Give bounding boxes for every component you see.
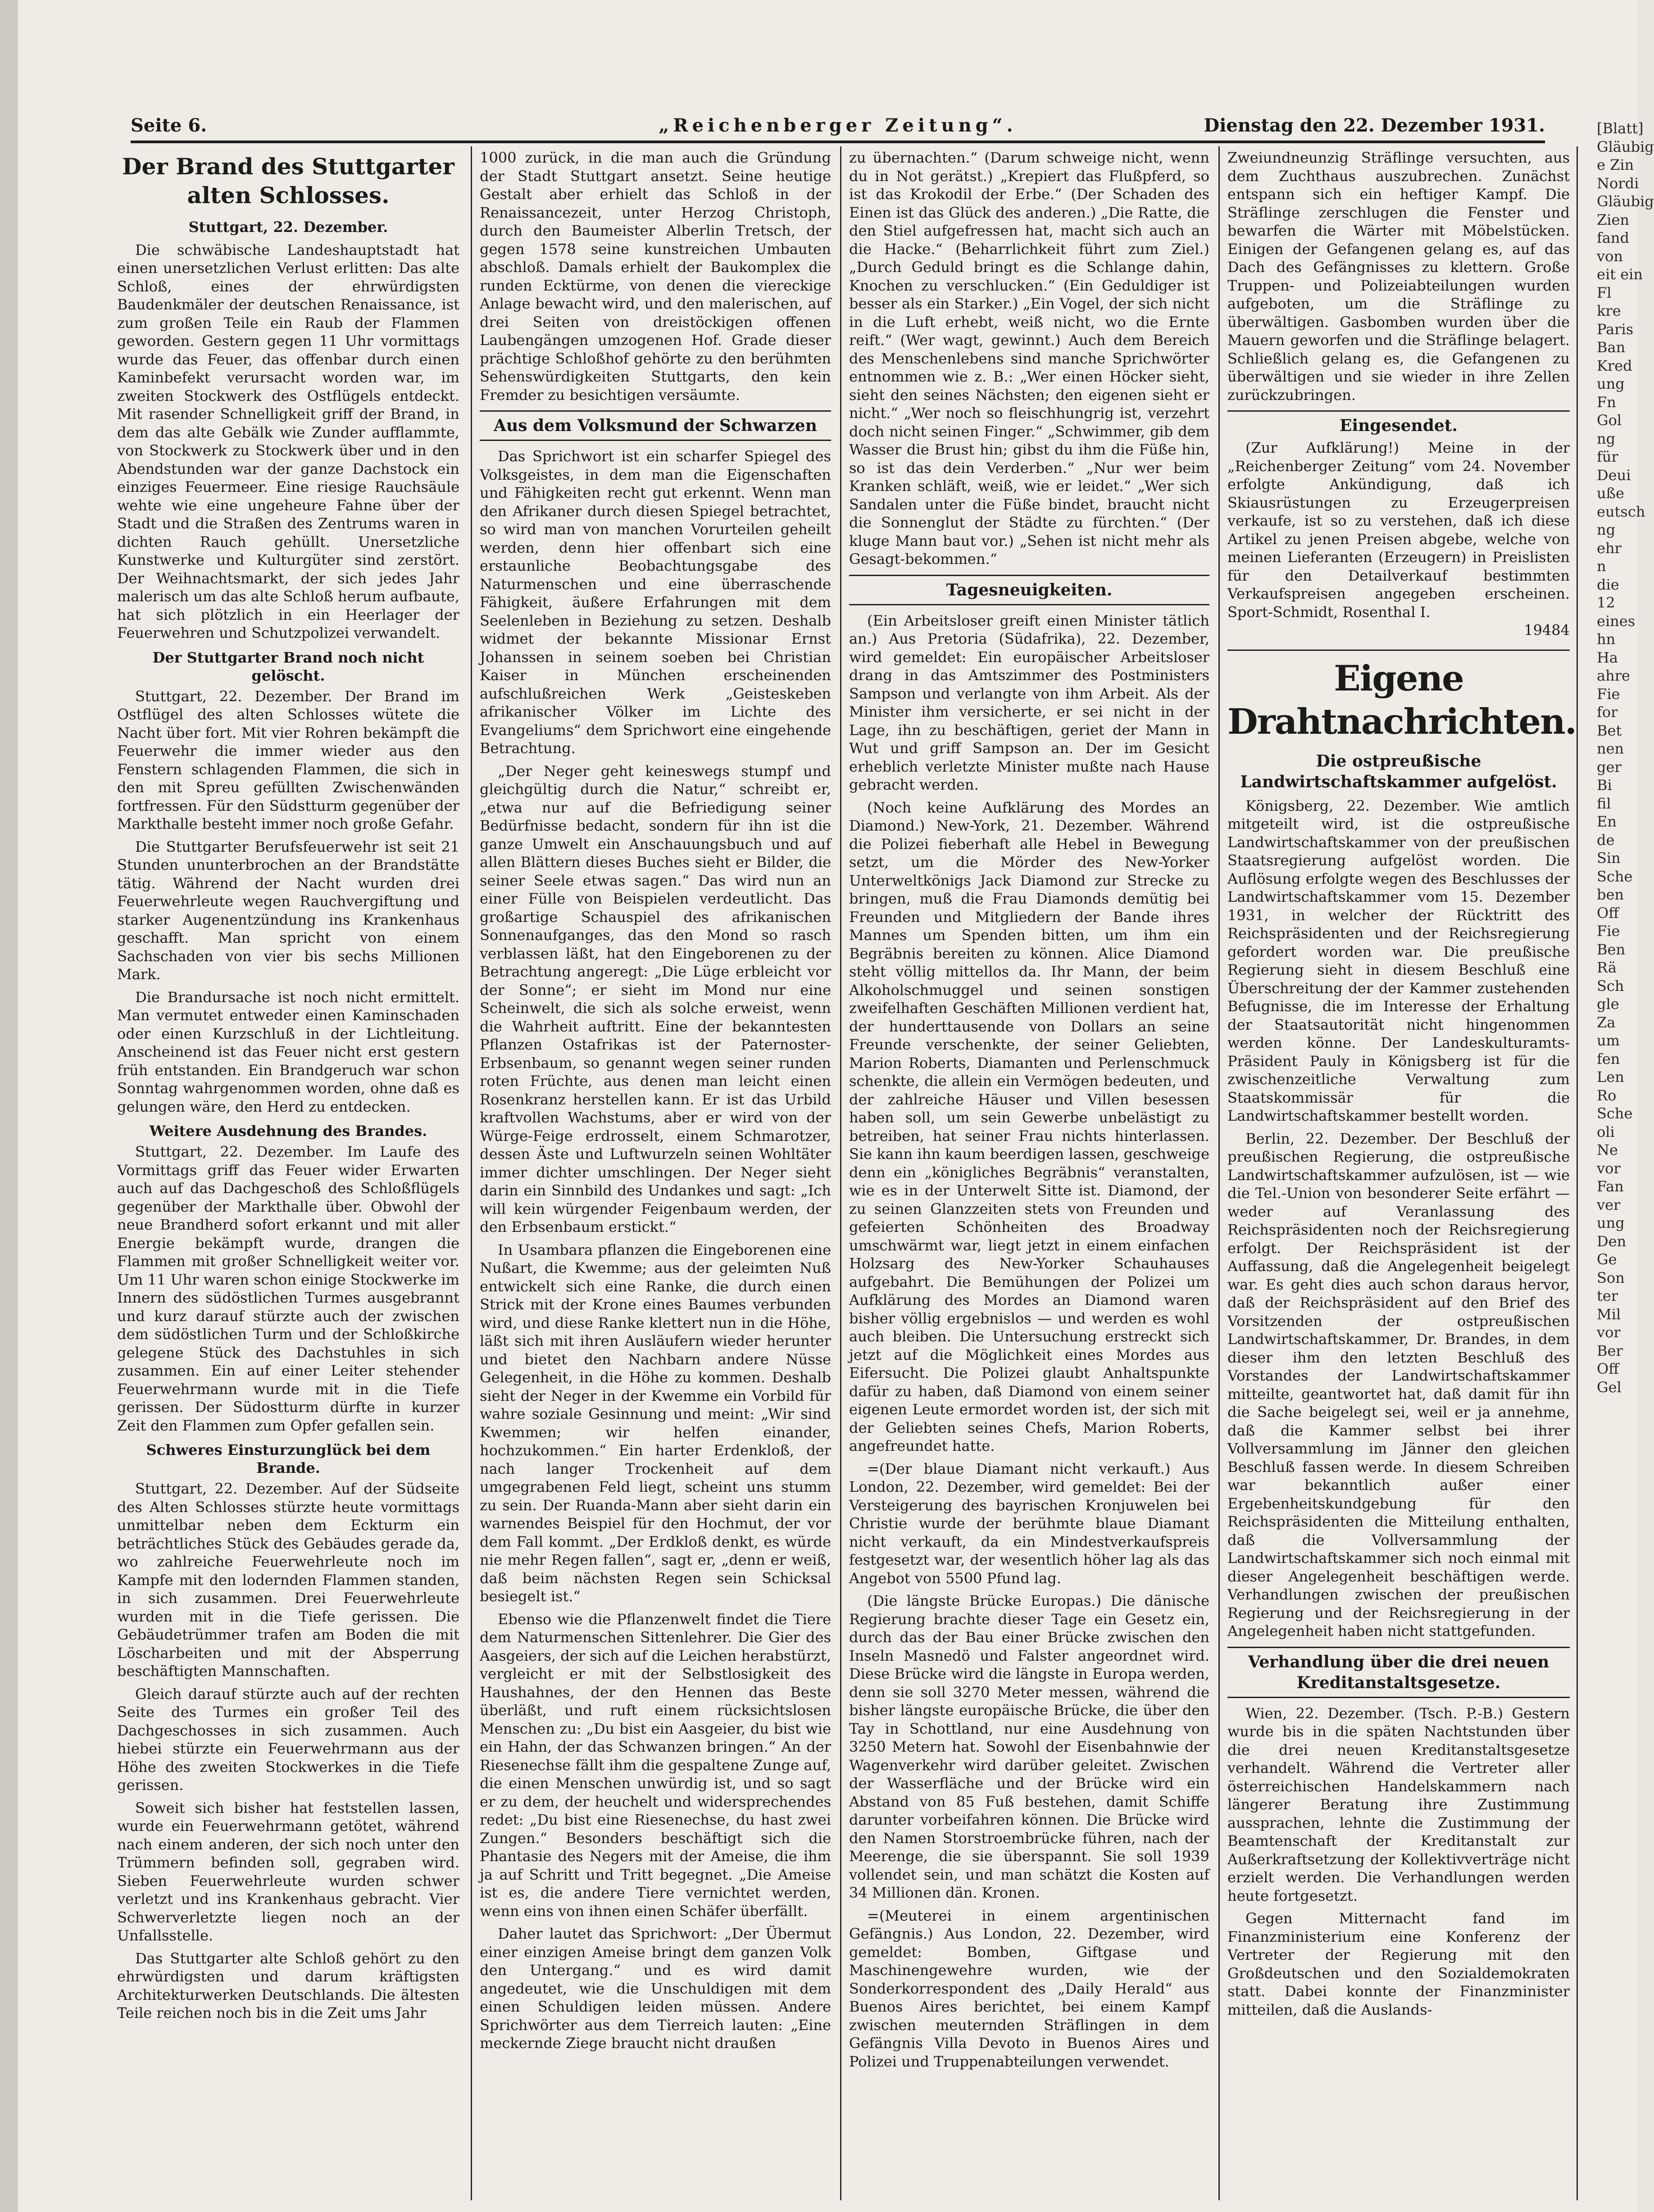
fragment-line: vor: [1597, 1159, 1621, 1177]
fragment-line: ben: [1597, 886, 1624, 903]
fragment-line: nen: [1597, 740, 1624, 757]
paragraph: Gleich darauf stürzte auch auf der rechten Seite des Turmes ein großer Teil des Dachgeschosses in sich zusammen. Auch hiebei stürzte ein Feuerwehrmann aus der Höhe des zweiten Stockwerkes in die Tiefe gerissen.: [117, 1685, 459, 1794]
paragraph: Die Brandursache ist noch nicht ermittelt. Man vermutet entweder einen Kaminschaden oder einen Kurzschluß in der Lichtleitung. Anscheinend ist das Feuer nicht erst gestern früh entstanden. Ein Brandgeruch war schon Sonntag wahrgenommen worden, ohne daß es gelungen wäre, den Herd zu entdecken.: [117, 988, 459, 1115]
paragraph: Soweit sich bisher hat feststellen lassen, wurde ein Feuerwehrmann getötet, während nach einem anderen, der sich noch unter den Trümmern befinden soll, gegraben wird. Sieben Feuerwehrleute wurden schwer verletzt und ins Krankenhaus gebracht. Vier Schwerverletzte liegen noch an der Unfallsstelle.: [117, 1799, 459, 1944]
fragment-line: ehr: [1597, 539, 1622, 557]
subheading: Weitere Ausdehnung des Brandes.: [149, 1122, 427, 1140]
column-divider: [1218, 146, 1220, 2200]
fragment-line: Paris: [1597, 320, 1634, 338]
fragment-line: Sch: [1597, 977, 1624, 995]
fragment-line: kre: [1597, 302, 1621, 319]
page-header: [131, 115, 1545, 142]
fragment-line: ung: [1597, 1214, 1625, 1231]
fragment-line: Rä: [1597, 959, 1617, 976]
paragraph: Daher lautet das Sprichwort: „Der Übermut einer einzigen Ameise bringt dem ganzen Volk den Untergang.“ und es wird damit angedeutet, wie die Unschuldigen mit dem einen Schuldigen leiden müssen. Andere Sprichwörter aus dem Tierreich lauten: „Eine meckernde Ziege braucht nicht draußen: [480, 1925, 831, 2052]
fragment-line: Off: [1597, 1360, 1619, 1377]
section-title: Eigene Drahtnachrichten.: [1227, 658, 1576, 742]
paragraph: Stuttgart, 22. Dezember. Auf der Südseite des Alten Schlosses stürzte heute vormittags unmittelbar neben dem Eckturm ein beträchtliches Stück des Gebäudes gerade da, wo zahlreiche Feuerwehrleute noch im Kampfe mit den lodernden Flammen standen, in sich zusammen. Drei Feuerwehrleute wurden mit in die Tiefe gerissen. Die Gebäudetrümmer trafen am Boden die mit Löscharbeiten und mit der Absperrung beschäftigten Mannschaften.: [117, 1480, 459, 1680]
paragraph: Stuttgart, 22. Dezember. Im Laufe des Vormittags griff das Feuer wider Erwarten auch auf das Dachgeschoß des Schloßflügels gegenüber der Markthalle über. Obwohl der neue Brandherd sofort erkannt und mit aller Energie bekämpft wurde, drangen die Flammen mit großer Schnelligkeit weiter vor. Um 11 Uhr waren schon einige Stockwerke im Innern des südöstlichen Turmes ausgebrannt und kurz darauf stürzte auch der zwischen dem südöstlichen Turm und der Schloßkirche gelegene Stück des Dachstuhles in sich zusammen. Ein auf einer Leiter stehender Feuerwehrmann wurde mit in die Tiefe gerissen. Der Südostturm dürfte in kurzer Zeit den Flammen zum Opfer gefallen sein.: [117, 1143, 459, 1434]
fragment-line: Fan: [1597, 1178, 1624, 1195]
fragment-line: Gläubig: [1597, 193, 1654, 210]
issue-date: Dienstag den 22. Dezember 1931.: [1204, 115, 1545, 136]
paragraph: Königsberg, 22. Dezember. Wie amtlich mitgeteilt wird, ist die ostpreußische Landwirtschaftskammer von der preußischen Staatsregierung aufgelöst worden. Die Auflösung erfolgte wegen des Beschlusses der Landwirtschaftskammer vom 15. Dezember 1931, in welcher der Rücktritt des Reichspräsidenten und der Reichsregierung gefordert worden war. Die preußische Regierung sieht in diesem Beschluß eine Überschreitung der der Kammer zustehenden Befugnisse, die im Interesse der Erhaltung der Staatsautorität nicht hingenommen werden könne. Der Landeskulturamts-Präsident Pauly in Königsberg ist für die zwischenzeitliche Verwaltung zum Staatskommissär für die Landwirtschaftskammer bestellt worden.: [1227, 797, 1570, 1124]
fragment-line: Bet: [1597, 722, 1622, 739]
fragment-line: gle: [1597, 995, 1619, 1013]
fragment-line: Ne: [1597, 1141, 1618, 1158]
news-item: =(Der blaue Diamant nicht verkauft.) Aus London, 22. Dezember, wird gemeldet: Bei der Versteigerung des bayrischen Kronjuwelen bei Christie wurde der berühmte blaue Diamant nicht verkauft, da ein Mindestverkaufspreis festgesetzt war, der wesentlich höher lag als das Angebot von 5500 Pfund lag.: [849, 1460, 1209, 1587]
article-title: Verhandlung über die drei neuen Kreditanstaltsgesetze.: [1248, 1652, 1549, 1692]
paragraph: zu übernachten.“ (Darum schweige nicht, wenn du in Not gerätst.) „Krepiert das Flußpferd, so ist das Krokodil der Erbe.“ (Der Schaden des Einen ist das Glück des anderen.) „Die Ratte, die den Stiel aufgefressen hat, macht sich auch an die Hacke.“ (Beharrlichkeit führt zum Ziel.) „Durch Geduld bringt es die Schlange dahin, Knochen zu verschlucken.“ (Ein Geduldiger ist besser als ein Starker.) „Ein Vogel, der sich nicht in die Luft erhebt, weiß nicht, wo die Ernte reift.“ (Wer wagt, gewinnt.) Auch dem Bereich des Menschenlebens sind manche Sprichwörter entnommen wie z. B.: „Wer einen Höcker sieht, sieht den seines Nächsten; den eigenen sieht er nicht.“ „Wer noch so fleischhungrig ist, verzehrt doch nicht seinen Finger.“ „Schwimmer, gib dem Wasser die Brust hin; gibst du ihm die Füße hin, so ist das dein Verderben.“ „Nur wer beim Kranken schläft, weiß, wie er leidet.“ „Wer sich Sandalen unter die Füße bindet, braucht nicht die Sonnenglut der Städte zu fürchten.“ (Der kluge Mann baut vor.) „Sehen ist nicht mehr als Gesagt-bekommen.“: [849, 149, 1209, 568]
fragment-line: um: [1597, 1032, 1620, 1049]
fragment-line: ver: [1597, 1196, 1621, 1213]
notice-number: 19484: [1524, 622, 1570, 639]
fragment-line: Gläubig: [1597, 138, 1654, 155]
column-2: [480, 149, 831, 2185]
notice-box: [1227, 410, 1570, 651]
subheading: Der Stuttgarter Brand noch nicht gelöscht.: [152, 649, 424, 684]
paragraph: Stuttgart, 22. Dezember. Der Brand im Ostflügel des alten Schlosses wütete die Nacht über fort. Mit vier Rohren bekämpft die Feuerwehr die immer wieder aus den Fenstern schlagenden Flammen, die sich in den mit Spreu gefüllten Zwischenwänden fortfressen. Für den Südstturm gegenüber der Markthalle besteht immer noch große Gefahr.: [117, 687, 459, 832]
fragment-line: Den: [1597, 1232, 1627, 1250]
fragment-line: En: [1597, 813, 1617, 830]
fragment-line: de: [1597, 831, 1615, 849]
paragraph: Das Stuttgarter alte Schloß gehört zu den ehrwürdigsten und darum kräftigsten Architekturwerken Deutschlands. Die ältesten Teile reichen noch bis in die Zeit ums Jahr: [117, 1949, 459, 2021]
fragment-line: Gel: [1597, 1378, 1622, 1396]
column-4: [1227, 149, 1576, 2185]
notice-title: Eingesendet.: [1340, 416, 1458, 435]
fragment-line: Len: [1597, 1068, 1624, 1086]
section-title: Tagesneuigkeiten.: [946, 580, 1113, 600]
section-separator: [849, 575, 1209, 605]
fragment-line: Sche: [1597, 868, 1633, 885]
fragment-line: Gol: [1597, 412, 1622, 429]
fragment-line: Nordi: [1597, 174, 1639, 192]
paragraph: Die schwäbische Landeshauptstadt hat einen unersetzlichen Verlust erlitten: Das alte Schloß, eines der ehrwürdigsten Baudenkmäler der deutschen Renaissance, ist zum großen Teile ein Raub der Flammen geworden. Gestern gegen 11 Uhr vormittags wurde das Feuer, das offenbar durch einen Kaminbefekt verursacht worden war, im zweiten Stockwerk des Ostflügels entdeckt. Mit rasender Schnelligkeit griff der Brand, in dem das alte Gebälk wie Zunder aufflammte, von Stockwerk zu Stockwerk über und in den Abendstunden war der ganze Dachstock ein einziges Feuermeer. Eine riesige Rauchsäule wehte wie eine ungeheure Fahne über der Stadt und die Straßen des Zentrums waren in dichten Rauch gehüllt. Unersetzliche Kunstwerke und Kulturgüter sind zerstört. Der Weihnachtsmarkt, der sich jedes Jahr malerisch um das alte Schloß herum aufbaute, hat sich plötzlich in ein Heerlager der Feuerwehren und Schutzpolizei verwandelt.: [117, 241, 459, 641]
fragment-line: Ben: [1597, 940, 1626, 958]
fragment-line: vor: [1597, 1324, 1621, 1341]
column-1: [117, 149, 459, 2185]
fragment-line: fand: [1597, 229, 1630, 246]
column-3: [849, 149, 1209, 2185]
page-number: Seite 6.: [131, 115, 207, 136]
fragment-line: Bi: [1597, 777, 1612, 794]
column-divider: [1577, 146, 1578, 2200]
fragment-line: ng: [1597, 521, 1616, 538]
paragraph: Gegen Mitternacht fand im Finanzministerium eine Konferenz der Vertreter der Regierung mit den Großdeutschen und den Sozialdemokraten statt. Dabei konnte der Finanzminister mitteilen, daß die Auslands-: [1227, 1910, 1570, 2018]
fragment-line: oli: [1597, 1123, 1615, 1140]
cut-off-next-page-column: [1597, 119, 1654, 1396]
news-item: (Noch keine Aufklärung des Mordes an Diamond.) New-York, 21. Dezember. Während die Polizei fieberhaft alle Hebel in Bewegung setzt, um die Mörder des New-Yorker Unterweltkönigs Jack Diamond zur Strecke zu bringen, muß die Frau Diamonds demütig bei Freunden und Mitgliedern der Bande ihres Mannes um Spenden bitten, um ihm ein Begräbnis bereiten zu können. Alice Diamond steht völlig mittellos da. Ihr Mann, der beim Alkoholschmuggel und seinen sonstigen zweifelhaften Geschäften Millionen verdient hat, der hunderttausende von Dollars an seine Freunde verschenkte, der seiner Geliebten, Marion Roberts, Diamanten und Perlenschmuck schenkte, die allein ein Vermögen bedeuten, und der zahlreiche Häuser und Villen besessen haben soll, um sein Gewerbe unbelästigt zu betreiben, hat seiner Frau nichts hinterlassen. Sie kann ihn kaum beerdigen lassen, geschweige denn ein „königliches Begräbnis“ veranstalten, wie es in der Unterwelt Sitte ist. Diamond, der zu seinen Glanzzeiten stets von Freunden und gefeierten Schönheiten des Broadway umschwärmt war, liegt jetzt in einem einfachen Holzsarg des New-Yorker Schauhauses aufgebahrt. Die Bemühungen der Polizei um Aufklärung des Mordes an Diamond waren bisher völlig ergebnislos — und werden es wohl auch bleiben. Die Untersuchung erstreckt sich jetzt auf die Möglichkeit eines Mordes aus Eifersucht. Die Polizei glaubt Anhaltspunkte dafür zu haben, daß Diamond von einem seiner eigenen Leute ermordet worden ist, der sich mit der Geliebten seines Chefs, Marion Roberts, angefreundet hatte.: [849, 799, 1209, 1454]
paragraph: Ebenso wie die Pflanzenwelt findet die Tiere dem Naturmenschen Sittenlehrer. Die Gier des Aasgeiers, der sich auf die Leichen herabstürzt, vergleicht er mit der Selbstlosigkeit des Haushahnes, der den Hennen das Beste überläßt, und ruft einem rücksichtslosen Menschen zu: „Du bist ein Aasgeier, du bist wie ein Hahn, der das Schwanzen bringen.“ An der Riesenechse fällt ihm die gespaltene Zunge auf, die einen Menschen unwürdig ist, und so sagt er zu dem, der heuchelt und widersprechendes redet: „Du bist eine Riesenechse, du hast zwei Zungen.“ Besonders beschäftigt sich die Phantasie des Negers mit der Ameise, die ihm ja auf Schritt und Tritt begegnet. „Die Ameise ist es, die andere Tiere vernichtet werden, wenn eins von ihnen einen Schäfer überfällt.: [480, 1610, 831, 1920]
paragraph: Das Sprichwort ist ein scharfer Spiegel des Volksgeistes, in dem man die Eigenschaften und Fähigkeiten recht gut erkennt. Wenn man den Afrikaner durch diesen Spiegel betrachtet, so wird man von manchen Vorurteilen geheilt werden, denn hier offenbart sich eine erstaunliche Beobachtungsgabe des Naturmenschen und eine überraschende Fähigkeit, äußere Erfahrungen mit dem Seelenleben in Beziehung zu setzen. Deshalb widmet der bekannte Missionar Ernst Johanssen in seinem soeben bei Christian Kaiser in München erscheinenden aufschlußreichen Werk „Geisteskeben afrikanischer Völker im Lichte des Evangeliums“ dem Sprichwort eine eingehende Betrachtung.: [480, 448, 831, 757]
fragment-line: Fn: [1597, 393, 1616, 411]
paragraph: 1000 zurück, in die man auch die Gründung der Stadt Stuttgart ansetzt. Seine heutige Gestalt aber erhielt das Schloß in der Renaissancezeit, unter Herzog Christoph, durch den Baumeister Alberlin Tretsch, der gegen 1578 seine kunstreichen Umbauten abschloß. Damals erhielt der Baukomplex die runden Ecktürme, von denen die viereckige Anlage bewacht wird, und den malerischen, auf drei Seiten von dreistöckigen offenen Laubengängen umzogenen Hof. Grade dieser prächtige Schloßhof gehörte zu den berühmten Sehenswürdigkeiten Stuttgarts, den kein Fremder zu besichtigen versäumte.: [480, 149, 831, 404]
fragment-line: Zien: [1597, 211, 1630, 228]
fragment-line: ter: [1597, 1287, 1618, 1304]
column-divider: [840, 146, 841, 2200]
fragment-line: Ha: [1597, 649, 1618, 666]
fragment-line: Ge: [1597, 1251, 1617, 1268]
fragment-line: for: [1597, 704, 1618, 721]
fragment-line: hn: [1597, 631, 1616, 648]
fragment-line: die: [1597, 576, 1619, 593]
paragraph: Die Stuttgarter Berufsfeuerwehr ist seit 21 Stunden ununterbrochen an der Brandstätte tätig. Während der Nacht wurden drei Feuerwehrleute wegen Rauchvergiftung und starker Augenentzündung ins Krankenhaus geschafft. Man spricht von einem Sachschaden von vier bis sechs Millionen Mark.: [117, 838, 459, 983]
fragment-line: Ber: [1597, 1342, 1623, 1359]
fragment-line: ng: [1597, 430, 1616, 447]
article-title: Der Brand des Stuttgarter alten Schlosses.: [122, 153, 454, 209]
fragment-line: von: [1597, 247, 1623, 265]
fragment-line: Son: [1597, 1269, 1625, 1286]
fragment-line: Deui: [1597, 466, 1631, 484]
fragment-line: eines: [1597, 612, 1636, 630]
fragment-line: ger: [1597, 758, 1622, 776]
fragment-line: eit ein: [1597, 266, 1643, 283]
fragment-line: Sin: [1597, 849, 1621, 867]
paragraph: „Der Neger geht keineswegs stumpf und gleichgültig durch die Natur,“ schreibt er, „etwa nur auf die Befriedigung seiner Bedürfnisse bedacht, sondern für ihn ist die ganze Umwelt ein Anschauungsbuch und auf allen Blättern dieses Buches sieht er Bilder, die seiner Seele etwas sagen.“ Das wird nun an einer Fülle von Beispielen verdeutlicht. Das großartige Schauspiel des afrikanischen Sonnenaufganges, das den Mond so rasch verblassen läßt, hat den Eingeborenen zu der Betrachtung angeregt: „Die Lüge erbleicht vor der Sonne“; er sieht im Mond nur eine Scheinwelt, die sich als solche erweist, wenn die Wahrheit auftritt. Eine der bekanntesten Pflanzen Ostafrikas ist der Paternoster-Erbsenbaum, so genannt wegen seiner runden roten Früchte, aus denen man leicht einen Rosenkranz herstellen kann. Er ist das Urbild kraftvollen Wachstums, aber er wird von der Würge-Feige erdrosselt, einem Schmarotzer, dessen Äste und Luftwurzeln seinen Wohltäter immer dichter umschlingen. Der Neger sieht darin ein Sinnbild des Undankes und sagt: „Ich will kein würgender Feigenbaum werden, der den Erbsenbaum erstickt.“: [480, 762, 831, 1235]
news-item: (Die längste Brücke Europas.) Die dänische Regierung brachte dieser Tage ein Gesetz ein, durch das der Bau einer Brücke zwischen den Inseln Masnedö und Falster angeordnet wird. Diese Brücke wird die längste in Europa werden, denn sie soll 3270 Meter messen, während die bisher längste europäische Brücke, die über den Tay in Schottland, nur eine Ausdehnung von 3250 Metern hat. Sowohl der Eisenbahnwie der Wagenverkehr wird darüber geleitet. Zwischen der Wasserfläche und der Brücke wird ein Abstand von 85 Fuß bestehen, damit Schiffe darunter vorbeifahren können. Die Brücke wird den Namen Storstroembrücke führen, nach der Meerenge, die sie überspannt. Sie soll 1939 vollendet sein, und man schätzt die Kosten auf 34 Millionen dän. Kronen.: [849, 1592, 1209, 1901]
article-separator: [480, 410, 831, 441]
fragment-line: für: [1597, 448, 1618, 465]
paragraph: Zweiundneunzig Sträflinge versuchten, aus dem Zuchthaus auszubrechen. Zunächst entspann sich ein heftiger Kampf. Die Sträflinge zerschlugen die Fenster und bewarfen die Wärter mit Möbelstücken. Einigen der Gefangenen gelang es, auf das Dach des Gefängnisses zu klettern. Große Truppen- und Polizeiabteilungen wurden aufgeboten, um die Sträflinge zu überwältigen. Gasbomben wurden über die Mauern geworfen und die Sträflinge belagert. Schließlich gelang es, die Gefangenen zu überwältigen und sie wieder in ihre Zellen zurückzubringen.: [1227, 149, 1570, 404]
fragment-line: [Blatt]: [1597, 120, 1644, 137]
article-separator: [1227, 1647, 1570, 1698]
dateline: Stuttgart, 22. Dezember.: [188, 218, 388, 236]
paragraph: Wien, 22. Dezember. (Tsch. P.-B.) Gestern wurde bis in die späten Nachtstunden über die drei neuen Kreditanstaltsgesetze verhandelt. Während die Vertreter aller österreichischen Handelskammern nach längerer Beratung ihre Zustimmung aussprachen, lehnte die Zustimmung der Beamtenschaft der Kreditanstalt zur Außerkraftsetzung der Kollektivverträge nicht erzielt werden. Die Verhandlungen werden heute fortgesetzt.: [1227, 1704, 1570, 1904]
fragment-line: fen: [1597, 1050, 1620, 1067]
article-title: Aus dem Volksmund der Schwarzen: [494, 416, 817, 435]
news-item: =(Meuterei in einem argentinischen Gefängnis.) Aus London, 22. Dezember, wird gemeldet: Bomben, Giftgase und Maschinengewehre wurden, wie der Sonderkorrespondent des „Daily Herald“ aus Buenos Aires berichtet, bei einem Kampf zwischen meuternden Sträflingen in dem Gefängnis Villa Devoto in Buenos Aires und Polizei und Truppenabteilungen verwendet.: [849, 1907, 1209, 2070]
fragment-line: Ban: [1597, 339, 1626, 356]
fragment-line: Fl: [1597, 284, 1612, 301]
fragment-line: eutsch: [1597, 503, 1645, 520]
fragment-line: Off: [1597, 904, 1619, 922]
article-title: Die ostpreußische Landwirtschaftskammer aufgelöst.: [1240, 751, 1557, 791]
fragment-line: Fie: [1597, 922, 1620, 940]
fragment-line: uße: [1597, 485, 1624, 502]
subheading: Schweres Einsturzunglück bei dem Brande.: [146, 1441, 431, 1476]
fragment-line: fil: [1597, 795, 1611, 812]
fragment-line: 12: [1597, 594, 1615, 611]
fragment-line: ung: [1597, 375, 1625, 392]
fragment-line: Sche: [1597, 1105, 1633, 1122]
fragment-line: ahre: [1597, 667, 1630, 684]
paragraph: In Usambara pflanzen die Eingeborenen eine Nußart, die Kwemme; aus der geleimten Nuß entwickelt sich eine Ranke, die durch einen Strick mit der Krone eines Baumes verbunden wird, und diese Ranke klettert nun in die Höhe, läßt sich mit ihren Ausläufern wieder herunter und bietet den Nachbarn andere Nüsse Gelegenheit, in die Höhe zu kommen. Deshalb sieht der Neger in der Kwemme ein Vorbild für wahre soziale Gesinnung und meint: „Wir sind Kwemmen; wir helfen einander, hochzukommen.“ Ein harter Erdenkloß, der nach langer Trockenheit auf dem umgegrabenen Feld liegt, scheint uns stumm zu sein. Der Ruanda-Mann aber sieht darin ein warnendes Beispiel für den Hochmut, der vor dem Fall kommt. „Der Erdkloß denkt, es würde nie mehr Regen fallen“, sagt er, „denn er weiß, daß beim nächsten Regen sein Schicksal besiegelt ist.“: [480, 1241, 831, 1605]
paragraph: Berlin, 22. Dezember. Der Beschluß der preußischen Regierung, die ostpreußische Landwirtschaftskammer aufzulösen, ist — wie die Tel.-Union von besonderer Seite erfährt — weder auf Veranlassung des Reichspräsidenten noch der Reichsregierung erfolgt. Der Reichspräsident ist der Auffassung, daß die Angelegenheit beigelegt war. Es geht dies auch schon daraus hervor, daß der Reichspräsident auf den Brief des Vorsitzenden der ostpreußischen Landwirtschaftskammer, Dr. Brandes, in dem dieser ihm den letzten Beschluß des Vorstandes der Landwirtschaftskammer mitteilte, geantwortet hat, daß damit für ihn die Sache beigelegt sei, weil er ja annehme, daß die Kammer selbst bei ihrer Vollversammlung im Jänner den gleichen Beschluß fassen werde. In diesem Schreiben war bekanntlich außer einer Ergebenheitskundgebung für den Reichspräsidenten die Mitteilung enthalten, daß die Vollversammlung der Landwirtschaftskammer sich noch einmal mit dieser Angelegenheit beschäftigen werde. Verhandlungen zwischen der preußischen Regierung und der Reichsregierung in der Angelegenheit haben nicht stattgefunden.: [1227, 1130, 1570, 1640]
fragment-line: n: [1597, 558, 1606, 575]
fragment-line: Mil: [1597, 1305, 1621, 1323]
fragment-line: Fie: [1597, 685, 1620, 703]
fragment-line: e Zin: [1597, 156, 1634, 173]
header-rule: [131, 141, 1545, 143]
fragment-line: Za: [1597, 1013, 1616, 1031]
scan-edge-shadow: [0, 0, 18, 2212]
notice-text: (Zur Aufklärung!) Meine in der „Reichenberger Zeitung“ vom 24. November erfolgte Ankündigung, daß ich Skiausrüstungen zu Erzeugerpreisen verkaufe, ist so zu verstehen, daß ich diese Artikel zu jenen Preisen abgebe, welche von meinen Lieferanten (Erzeugern) in Preislisten für den Detailverkauf bestimmten Verkaufspreisen angegeben erscheinen. Sport-Schmidt, Rosenthal I.: [1227, 439, 1570, 621]
newspaper-name: „Reichenberger Zeitung“.: [659, 115, 1017, 136]
fragment-line: Ro: [1597, 1086, 1617, 1104]
column-divider: [471, 146, 472, 2200]
news-item: (Ein Arbeitsloser greift einen Minister tätlich an.) Aus Pretoria (Südafrika), 22. Dezember, wird gemeldet: Ein europäischer Arbeitsloser drang in das Amtszimmer des Postministers Sampson und verlangte von ihm Arbeit. Als der Minister ihm versicherte, er sei nicht in der Lage, ihn zu beschäftigen, geriet der Mann in Wut und griff Sampson an. Der im Gesicht erheblich verletzte Minister mußte nach Hause gebracht werden.: [849, 612, 1209, 793]
fragment-line: Kred: [1597, 357, 1632, 374]
